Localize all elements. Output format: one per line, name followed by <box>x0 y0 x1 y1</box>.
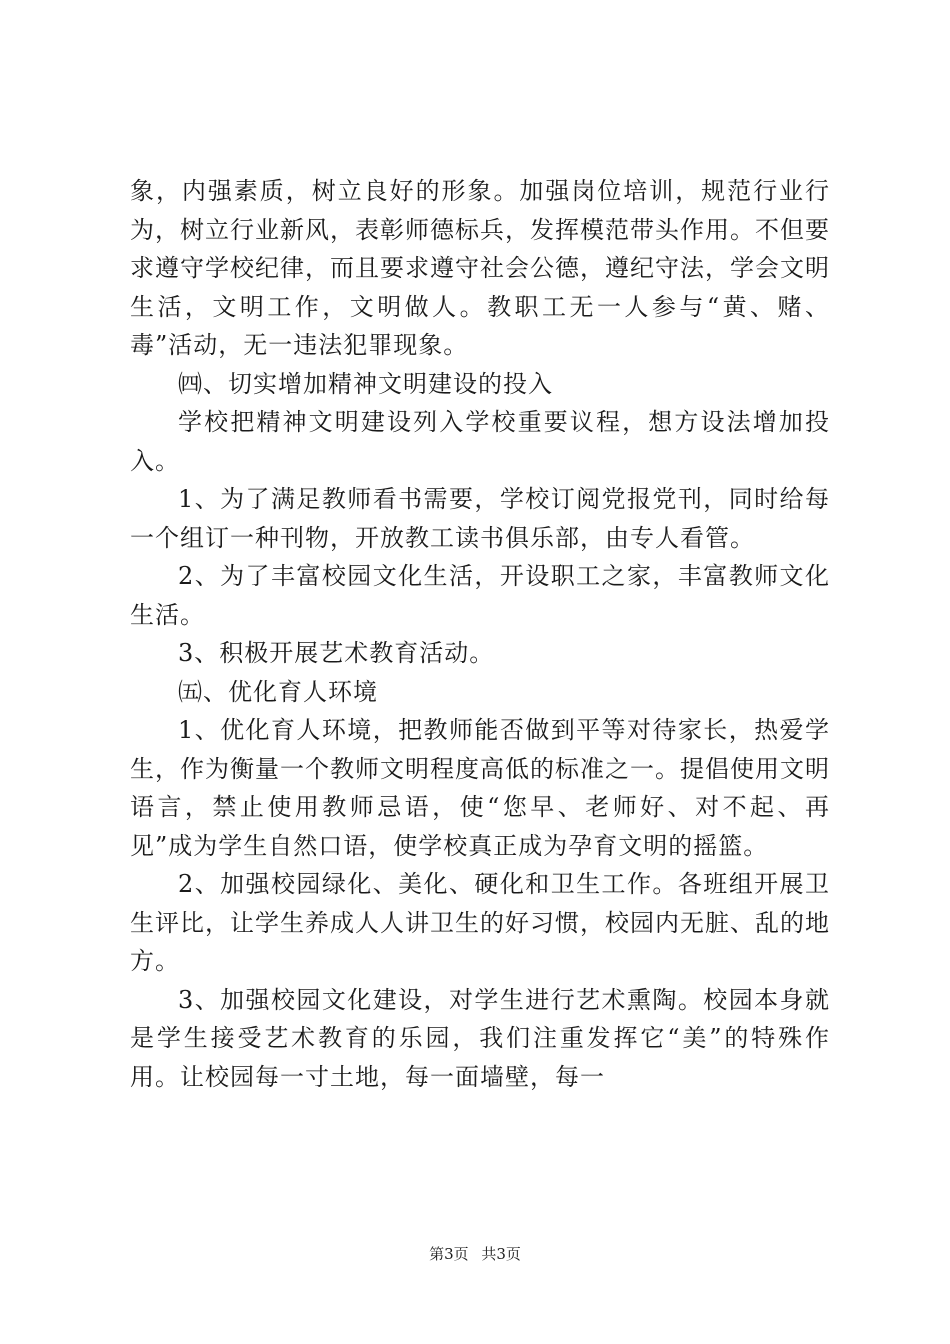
page-total: 共3页 <box>481 1245 521 1263</box>
list-item: 3、积极开展艺术教育活动。 <box>178 639 495 667</box>
section-heading: ㈣、切实增加精神文明建设的投入 <box>178 369 553 398</box>
page-footer <box>0 1244 950 1264</box>
document-body <box>130 172 830 1096</box>
paragraph: 象，内强素质，树立良好的形象。加强岗位培训，规范行业行为，树立行业新风，表彰师德标兵，发挥模范带头作用。不但要求遵守学校纪律，而且要求遵守社会公德，遵纪守法，学会文明生活，文明工作，文明做人。教职工无一人参与“黄、赌、毒”活动，无一违法犯罪现象。 <box>130 177 830 359</box>
section-heading: ㈤、优化育人环境 <box>178 677 378 706</box>
list-item: 3、加强校园文化建设，对学生进行艺术熏陶。校园本身就是学生接受艺术教育的乐园，我们注重发挥它“美”的特殊作用。让校园每一寸土地，每一面墙壁，每一 <box>130 985 830 1091</box>
list-item: 2、加强校园绿化、美化、硬化和卫生工作。各班组开展卫生评比，让学生养成人人讲卫生的好习惯，校园内无脏、乱的地方。 <box>130 870 830 975</box>
list-item: 1、为了满足教师看书需要，学校订阅党报党刊，同时给每一个组订一种刊物，开放教工读书俱乐部，由专人看管。 <box>130 485 830 552</box>
list-item: 2、为了丰富校园文化生活，开设职工之家，丰富教师文化生活。 <box>130 562 830 629</box>
page-number: 第3页 <box>429 1245 469 1263</box>
list-item: 1、优化育人环境，把教师能否做到平等对待家长，热爱学生，作为衡量一个教师文明程度高低的标准之一。提倡使用文明语言，禁止使用教师忌语，使“您早、老师好、对不起、再见”成为学生自然口语，使学校真正成为孕育文明的摇篮。 <box>130 716 830 860</box>
paragraph: 学校把精神文明建设列入学校重要议程，想方设法增加投入。 <box>130 408 830 475</box>
